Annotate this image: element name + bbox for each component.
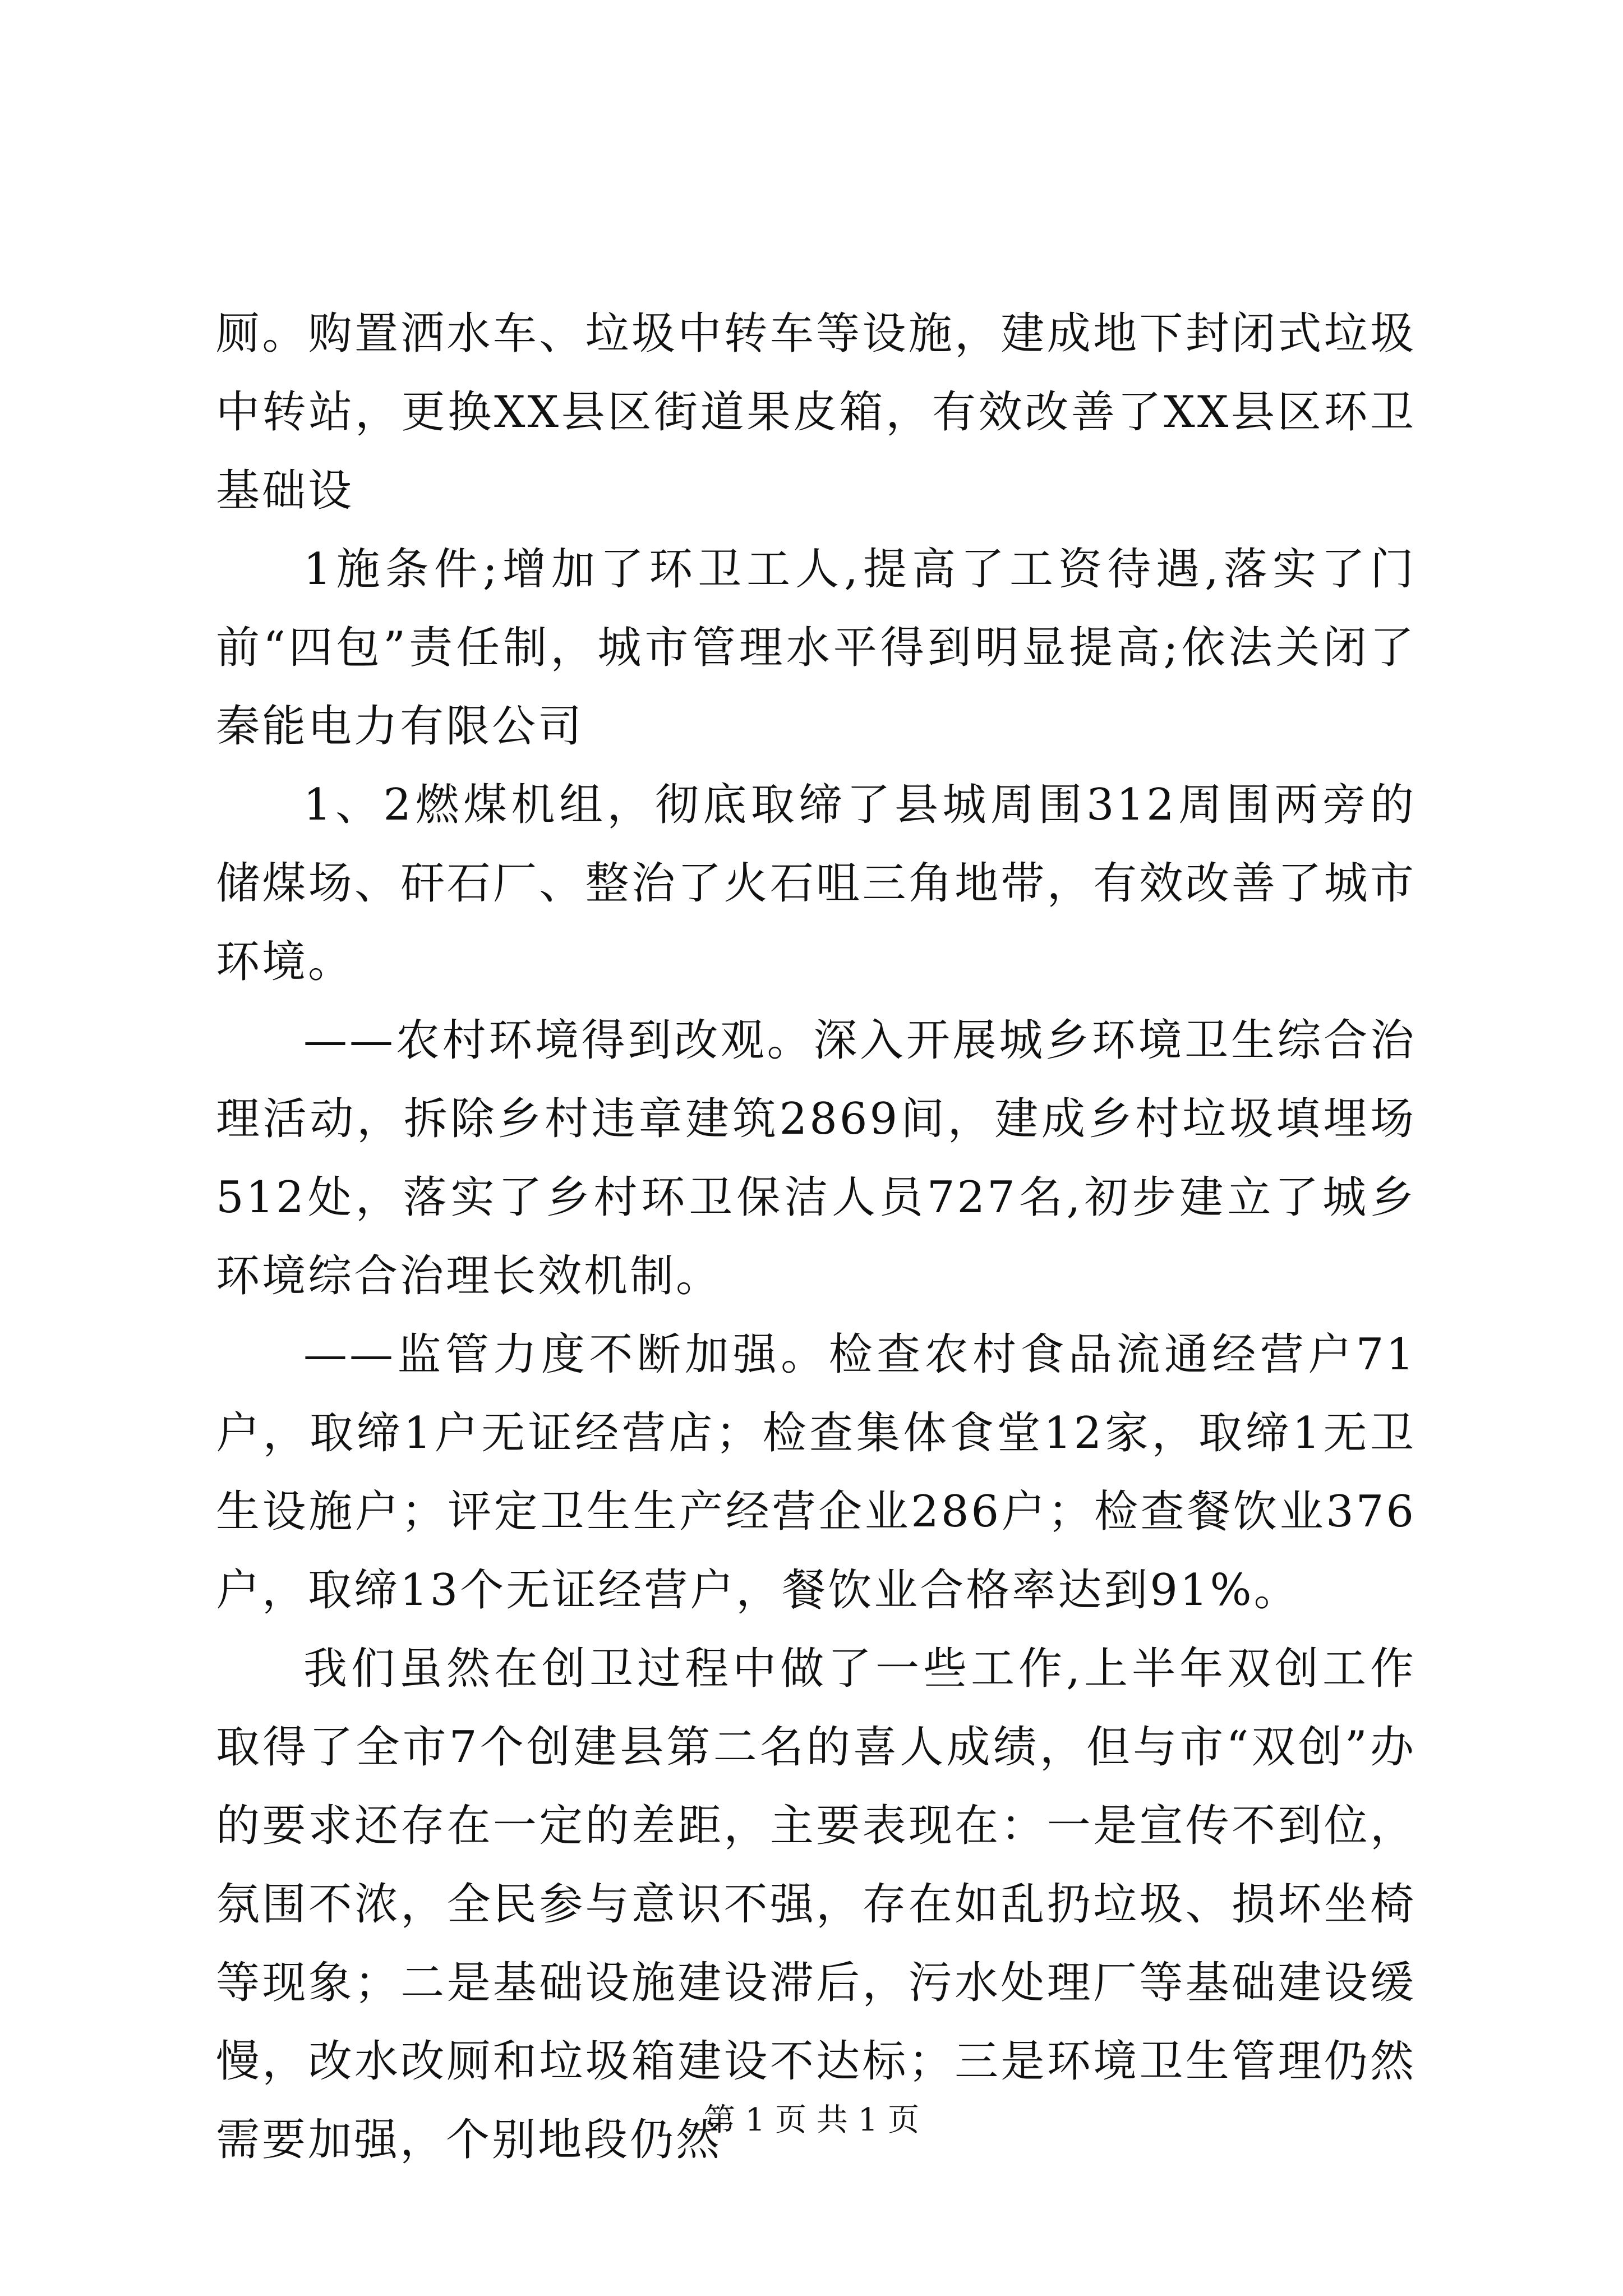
paragraph-6: 我们虽然在创卫过程中做了一些工作,上半年双创工作取得了全市7个创建县第二名的喜人成绩，但与市“双创”办的要求还存在一定的差距，主要表现在：一是宣传不到位，氛围不浓，全民参与意识不强，存在如乱扔垃圾、损坏坐椅等现象；二是基础设施建设滞后，污水处理厂等基础建设缓慢，改水改厕和垃圾箱建设不达标；三是环境卫生管理仍然需要加强，个别地段仍然 — [216, 1644, 1416, 2165]
document-body — [216, 295, 1416, 2179]
page-number-footer: 第 1 页 共 1 页 — [703, 2102, 920, 2138]
paragraph-2: 1施条件;增加了环卫工人,提高了工资待遇,落实了门前“四包”责任制，城市管理水平得到明显提高;依法关闭了秦能电力有限公司 — [216, 544, 1416, 752]
paragraph-5: ——监管力度不断加强。检查农村食品流通经营户71户，取缔1户无证经营店；检查集体食堂12家，取缔1无卫生设施户；评定卫生生产经营企业286户；检查餐饮业376户，取缔13个无证经营户，餐饮业合格率达到91%。 — [216, 1329, 1416, 1616]
paragraph-3: 1、2燃煤机组，彻底取缔了县城周围312周围两旁的储煤场、矸石厂、整治了火石咀三角地带，有效改善了城市环境。 — [216, 780, 1416, 987]
paragraph-1: 厕。购置洒水车、垃圾中转车等设施，建成地下封闭式垃圾中转站，更换XX县区街道果皮箱，有效改善了XX县区环卫基础设 — [216, 309, 1416, 516]
paragraph-4: ——农村环境得到改观。深入开展城乡环境卫生综合治理活动，拆除乡村违章建筑2869间，建成乡村垃圾填埋场512处，落实了乡村环卫保洁人员727名,初步建立了城乡环境综合治理长效机制。 — [216, 1015, 1416, 1301]
